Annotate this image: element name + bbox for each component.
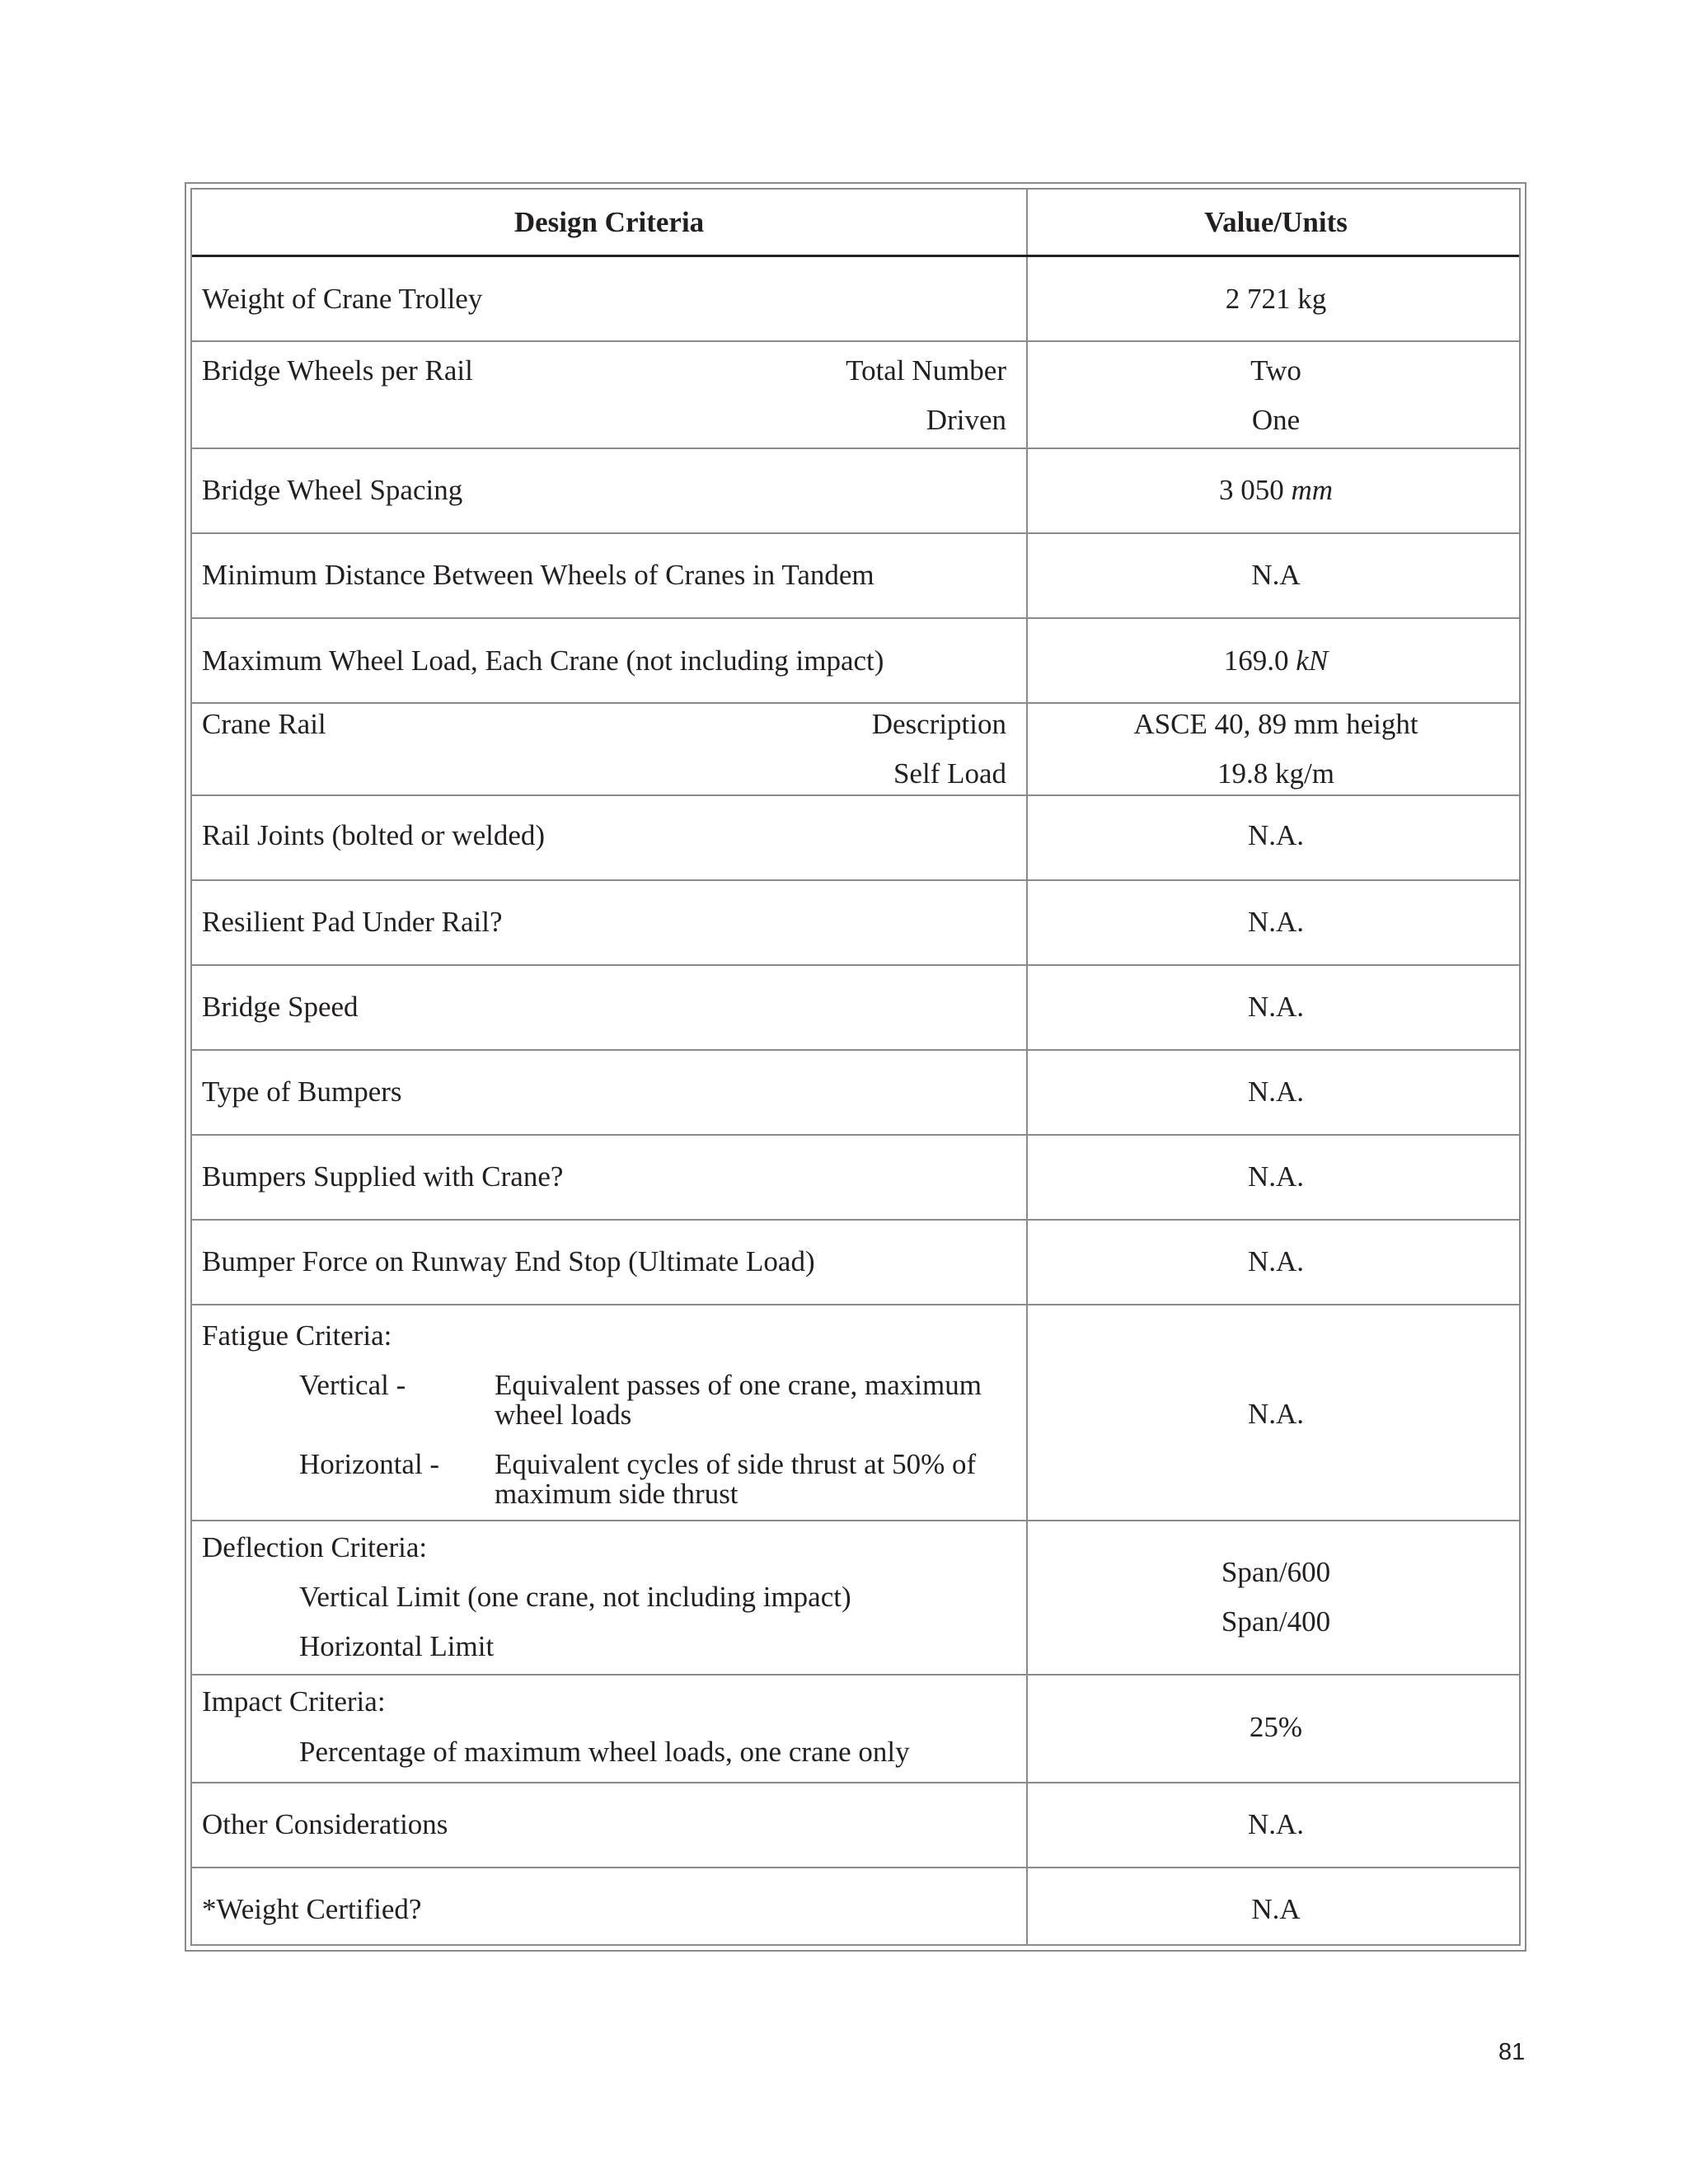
row-value: N.A. (1247, 1398, 1305, 1430)
row-sublabel: Driven (926, 404, 1006, 436)
table-header-row (192, 190, 1519, 257)
row-sublabel: Self Load (893, 757, 1006, 790)
row-sublabel: Total Number (846, 354, 1006, 387)
row-label: Resilient Pad Under Rail? (202, 906, 503, 938)
row-value: ASCE 40, 89 mm height (1133, 708, 1418, 740)
fatigue-horizontal-text: maximum side thrust (495, 1478, 738, 1510)
value-unit: mm (1291, 474, 1334, 506)
row-value: N.A. (1247, 819, 1305, 851)
table-row (192, 1783, 1519, 1868)
table-row-impact (192, 1675, 1519, 1783)
row-label: Other Considerations (202, 1808, 448, 1840)
row-label: Impact Criteria: (202, 1685, 386, 1718)
row-value: N.A. (1247, 1160, 1305, 1193)
row-value: Two (1250, 354, 1301, 387)
table-row (192, 1051, 1519, 1136)
row-label: Fatigue Criteria: (202, 1319, 392, 1352)
table-row (192, 342, 1519, 449)
row-sublabel: Horizontal Limit (299, 1630, 495, 1662)
row-value: N.A. (1247, 991, 1305, 1023)
row-label: Bridge Wheel Spacing (202, 474, 463, 506)
row-value (1028, 474, 1524, 507)
fatigue-horizontal-text: Equivalent cycles of side thrust at 50% of (495, 1448, 977, 1480)
fatigue-vertical-label: Vertical - (299, 1369, 406, 1401)
table-row (192, 704, 1519, 796)
table-row (192, 257, 1519, 342)
row-label: Deflection Criteria: (202, 1531, 428, 1563)
row-value: N.A (1251, 1893, 1301, 1925)
row-sublabel: Vertical Limit (one crane, not including impact) (299, 1581, 851, 1613)
row-label: Rail Joints (bolted or welded) (202, 819, 546, 851)
page-number: 81 (1498, 2039, 1526, 2065)
table-row (192, 1136, 1519, 1221)
fatigue-horizontal-label: Horizontal - (299, 1448, 440, 1480)
row-sublabel: Description (871, 708, 1006, 740)
fatigue-vertical-text: wheel loads (495, 1399, 632, 1431)
value-number: 169.0 (1223, 644, 1289, 677)
row-label: Crane Rail (202, 708, 326, 740)
table-row (192, 449, 1519, 534)
row-value: 25% (1249, 1711, 1303, 1743)
criteria-table-frame (185, 182, 1526, 1952)
row-sublabel: Percentage of maximum wheel loads, one crane only (299, 1736, 910, 1768)
table-row (192, 966, 1519, 1051)
row-label: Bridge Wheels per Rail (202, 354, 473, 387)
value-number: 3 050 (1218, 474, 1284, 506)
row-label: Bridge Speed (202, 991, 359, 1023)
row-value (1028, 644, 1524, 677)
row-value: 2 721 kg (1225, 283, 1327, 315)
table-row (192, 534, 1519, 619)
row-value: One (1251, 404, 1301, 436)
row-label: Type of Bumpers (202, 1076, 402, 1108)
header-design-criteria: Design Criteria (513, 206, 705, 238)
table-row-deflection (192, 1521, 1519, 1675)
row-label: Bumpers Supplied with Crane? (202, 1160, 564, 1193)
row-label: Minimum Distance Between Wheels of Cranes in Tandem (202, 559, 874, 591)
table-row (192, 796, 1519, 881)
row-value: N.A. (1247, 1076, 1305, 1108)
table-row (192, 619, 1519, 704)
row-value: 19.8 kg/m (1217, 757, 1334, 790)
value-unit: kN (1296, 644, 1329, 677)
fatigue-vertical-text: Equivalent passes of one crane, maximum (495, 1369, 982, 1401)
criteria-table (190, 188, 1521, 1946)
table-row-fatigue (192, 1305, 1519, 1521)
header-value-units: Value/Units (1204, 206, 1348, 238)
row-value: N.A. (1247, 1245, 1305, 1277)
row-value: Span/400 (1221, 1605, 1331, 1638)
row-label: Weight of Crane Trolley (202, 283, 483, 315)
row-label: Maximum Wheel Load, Each Crane (not including impact) (202, 644, 884, 677)
row-value: N.A. (1247, 906, 1305, 938)
table-row (192, 1868, 1519, 1947)
table-row (192, 881, 1519, 966)
table-row (192, 1221, 1519, 1305)
row-value: N.A (1251, 559, 1301, 591)
row-label: *Weight Certified? (202, 1893, 422, 1925)
row-value: Span/600 (1221, 1556, 1331, 1588)
row-label: Bumper Force on Runway End Stop (Ultimate Load) (202, 1245, 815, 1277)
row-value: N.A. (1247, 1808, 1305, 1840)
